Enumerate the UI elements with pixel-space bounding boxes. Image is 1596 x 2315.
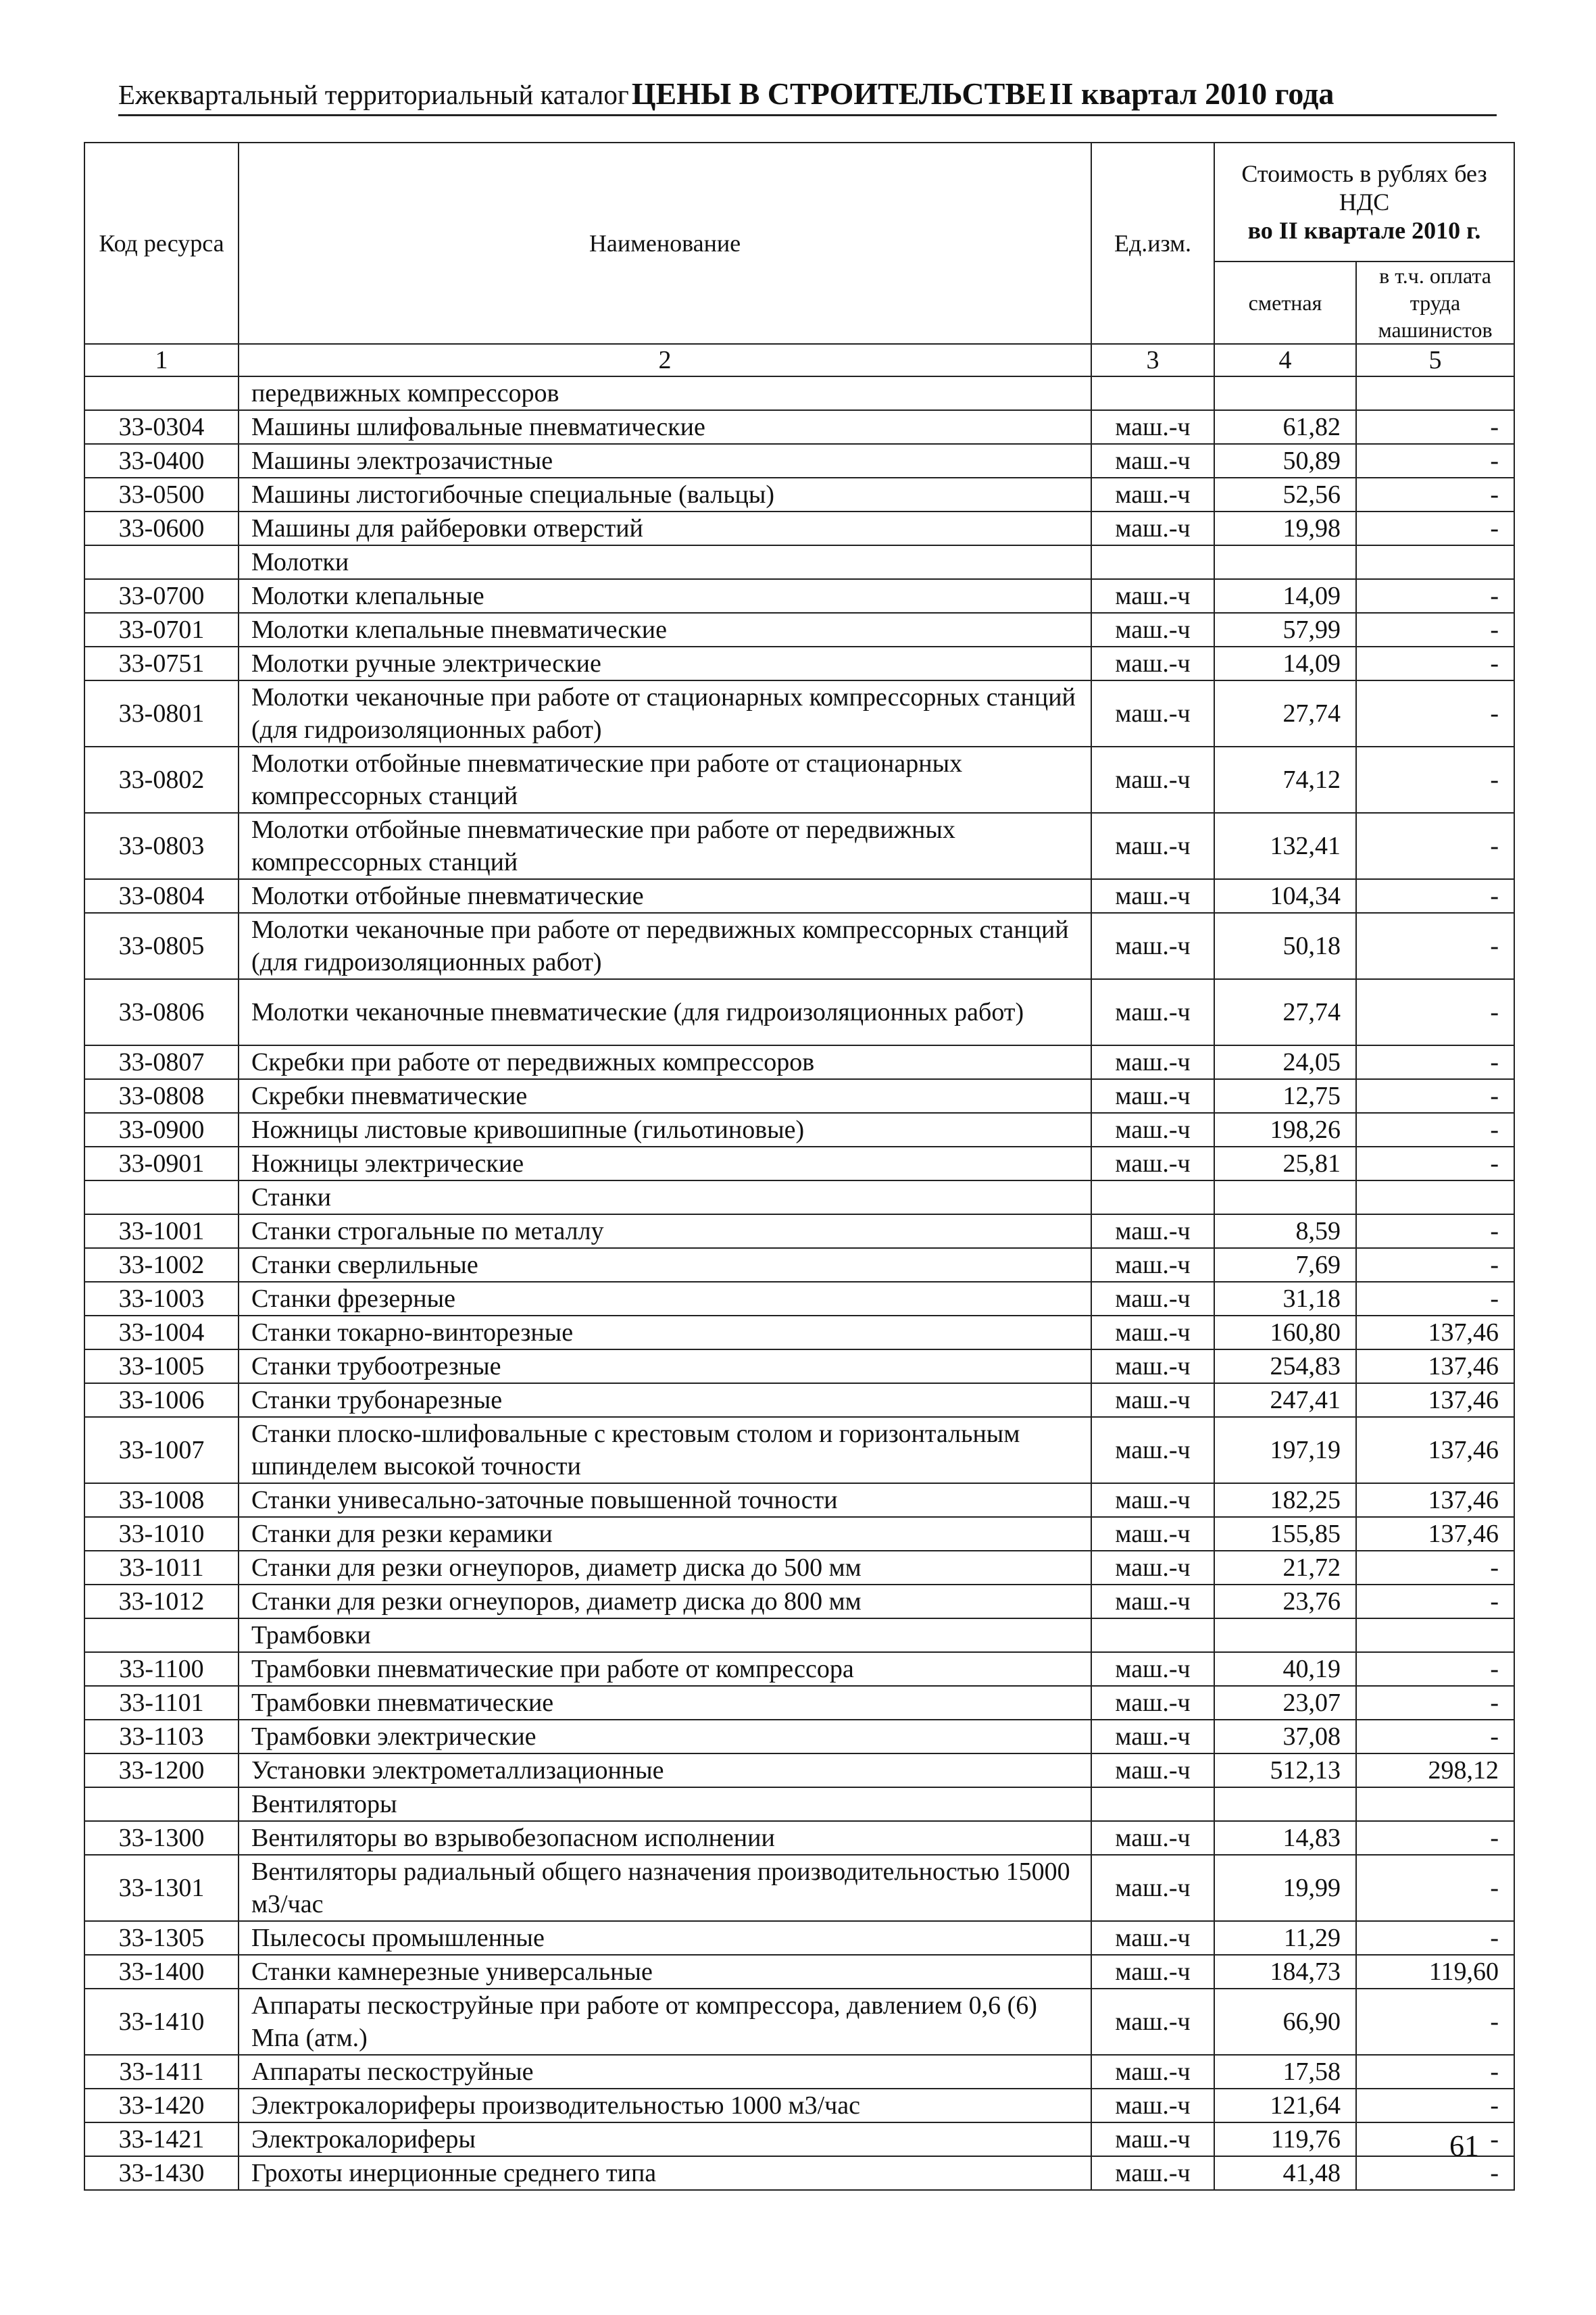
unit-cell: маш.-ч <box>1091 1989 1214 2055</box>
col-header-labor: в т.ч. оплата труда машинистов <box>1356 262 1514 344</box>
resource-code: 33-0701 <box>84 613 239 647</box>
estimate-price: 247,41 <box>1214 1383 1356 1417</box>
unit-cell: маш.-ч <box>1091 1214 1214 1248</box>
resource-code: 33-1305 <box>84 1921 239 1955</box>
estimate-price: 50,89 <box>1214 444 1356 478</box>
table-row <box>84 747 1514 813</box>
estimate-price: 27,74 <box>1214 979 1356 1045</box>
resource-name: Вентиляторы радиальный общего назначения производительностью 15000 м3/час <box>239 1855 1091 1921</box>
labor-cost <box>1356 545 1514 579</box>
col-header-estimate: сметная <box>1214 262 1356 344</box>
resource-name: Станки для резки огнеупоров, диаметр диска до 800 мм <box>239 1585 1091 1618</box>
table-row <box>84 1147 1514 1180</box>
unit-cell: маш.-ч <box>1091 1753 1214 1787</box>
resource-code: 33-1007 <box>84 1417 239 1483</box>
resource-name: Ножницы листовые кривошипные (гильотиновые) <box>239 1113 1091 1147</box>
resource-code: 33-1411 <box>84 2055 239 2089</box>
resource-code: 33-0500 <box>84 478 239 512</box>
resource-name: Вентиляторы <box>239 1787 1091 1821</box>
labor-cost: - <box>1356 1045 1514 1079</box>
table-row <box>84 2156 1514 2190</box>
resource-code <box>84 1787 239 1821</box>
labor-cost: - <box>1356 1079 1514 1113</box>
resource-name: Электрокалориферы <box>239 2122 1091 2156</box>
estimate-price: 25,81 <box>1214 1147 1356 1180</box>
estimate-price: 14,09 <box>1214 579 1356 613</box>
unit-cell: маш.-ч <box>1091 1113 1214 1147</box>
resource-code: 33-0805 <box>84 913 239 979</box>
unit-cell: маш.-ч <box>1091 2089 1214 2122</box>
resource-name: Молотки чеканочные пневматические (для гидроизоляционных работ) <box>239 979 1091 1045</box>
resource-code: 33-1008 <box>84 1483 239 1517</box>
unit-cell <box>1091 1787 1214 1821</box>
resource-code: 33-0806 <box>84 979 239 1045</box>
unit-cell: маш.-ч <box>1091 1383 1214 1417</box>
resource-name: Станки унивесально-заточные повышенной точности <box>239 1483 1091 1517</box>
resource-name: Станки трубоотрезные <box>239 1349 1091 1383</box>
unit-cell: маш.-ч <box>1091 1045 1214 1079</box>
labor-cost: - <box>1356 1282 1514 1316</box>
resource-code: 33-0803 <box>84 813 239 879</box>
labor-cost: - <box>1356 879 1514 913</box>
table-row <box>84 1383 1514 1417</box>
estimate-price: 119,76 <box>1214 2122 1356 2156</box>
resource-name: Трамбовки пневматические при работе от компрессора <box>239 1652 1091 1686</box>
col-number: 4 <box>1214 344 1356 376</box>
col-header-name: Наименование <box>239 143 1091 344</box>
estimate-price: 40,19 <box>1214 1652 1356 1686</box>
resource-name: Аппараты пескоструйные <box>239 2055 1091 2089</box>
labor-cost: - <box>1356 2122 1514 2156</box>
labor-cost: 137,46 <box>1356 1316 1514 1349</box>
resource-name: Станки трубонарезные <box>239 1383 1091 1417</box>
table-row <box>84 512 1514 545</box>
unit-cell: маш.-ч <box>1091 1585 1214 1618</box>
resource-code: 33-1430 <box>84 2156 239 2190</box>
resource-name: Трамбовки <box>239 1618 1091 1652</box>
resource-name: Грохоты инерционные среднего типа <box>239 2156 1091 2190</box>
estimate-price: 74,12 <box>1214 747 1356 813</box>
price-table <box>84 142 1515 2191</box>
resource-code: 33-0700 <box>84 579 239 613</box>
labor-cost: - <box>1356 579 1514 613</box>
unit-cell: маш.-ч <box>1091 1955 1214 1989</box>
estimate-price: 8,59 <box>1214 1214 1356 1248</box>
resource-code: 33-1004 <box>84 1316 239 1349</box>
table-body <box>84 376 1514 2190</box>
resource-name: Машины для райберовки отверстий <box>239 512 1091 545</box>
resource-name: Машины шлифовальные пневматические <box>239 410 1091 444</box>
estimate-price: 23,07 <box>1214 1686 1356 1720</box>
estimate-price: 24,05 <box>1214 1045 1356 1079</box>
unit-cell: маш.-ч <box>1091 647 1214 680</box>
section-row <box>84 376 1514 410</box>
table-row <box>84 1955 1514 1989</box>
resource-name: Станки фрезерные <box>239 1282 1091 1316</box>
labor-cost: - <box>1356 979 1514 1045</box>
resource-code: 33-1410 <box>84 1989 239 2055</box>
estimate-price: 184,73 <box>1214 1955 1356 1989</box>
resource-name: Молотки клепальные пневматические <box>239 613 1091 647</box>
section-row <box>84 1180 1514 1214</box>
labor-cost: - <box>1356 1921 1514 1955</box>
col-number: 2 <box>239 344 1091 376</box>
table-row <box>84 1282 1514 1316</box>
resource-code: 33-0807 <box>84 1045 239 1079</box>
labor-cost: - <box>1356 1248 1514 1282</box>
labor-cost: - <box>1356 1686 1514 1720</box>
resource-code: 33-1300 <box>84 1821 239 1855</box>
unit-cell: маш.-ч <box>1091 579 1214 613</box>
unit-cell: маш.-ч <box>1091 680 1214 747</box>
unit-cell: маш.-ч <box>1091 1079 1214 1113</box>
cost-period: во II квартале 2010 г. <box>1247 217 1481 244</box>
unit-cell: маш.-ч <box>1091 512 1214 545</box>
labor-cost: - <box>1356 1821 1514 1855</box>
resource-code <box>84 545 239 579</box>
resource-code: 33-0802 <box>84 747 239 813</box>
labor-cost: - <box>1356 913 1514 979</box>
labor-cost <box>1356 1618 1514 1652</box>
estimate-price: 57,99 <box>1214 613 1356 647</box>
table-row <box>84 2089 1514 2122</box>
table-row <box>84 1045 1514 1079</box>
resource-name: Пылесосы промышленные <box>239 1921 1091 1955</box>
resource-name: Станки камнерезные универсальные <box>239 1955 1091 1989</box>
resource-name: Электрокалориферы производительностью 1000 м3/час <box>239 2089 1091 2122</box>
resource-name: Станки токарно-винторезные <box>239 1316 1091 1349</box>
resource-name: Станки строгальные по металлу <box>239 1214 1091 1248</box>
table-row <box>84 1248 1514 1282</box>
estimate-price: 160,80 <box>1214 1316 1356 1349</box>
resource-name: Станки <box>239 1180 1091 1214</box>
resource-name: Машины листогибочные специальные (вальцы) <box>239 478 1091 512</box>
table-row <box>84 879 1514 913</box>
resource-code: 33-0801 <box>84 680 239 747</box>
estimate-price: 254,83 <box>1214 1349 1356 1383</box>
col-header-unit: Ед.изм. <box>1091 143 1214 344</box>
table-row <box>84 2055 1514 2089</box>
table-row <box>84 579 1514 613</box>
estimate-price: 19,98 <box>1214 512 1356 545</box>
estimate-price: 17,58 <box>1214 2055 1356 2089</box>
resource-code: 33-0751 <box>84 647 239 680</box>
table-row <box>84 1113 1514 1147</box>
unit-cell: маш.-ч <box>1091 1147 1214 1180</box>
resource-name: Станки сверлильные <box>239 1248 1091 1282</box>
estimate-price: 11,29 <box>1214 1921 1356 1955</box>
table-row <box>84 813 1514 879</box>
estimate-price <box>1214 1787 1356 1821</box>
labor-cost: - <box>1356 813 1514 879</box>
labor-cost: - <box>1356 2089 1514 2122</box>
unit-cell: маш.-ч <box>1091 1720 1214 1753</box>
resource-code: 33-1011 <box>84 1551 239 1585</box>
labor-cost: 137,46 <box>1356 1517 1514 1551</box>
section-row <box>84 1787 1514 1821</box>
estimate-price: 31,18 <box>1214 1282 1356 1316</box>
cost-title: Стоимость в рублях без НДС <box>1241 160 1487 216</box>
page-number: 61 <box>1449 2129 1479 2162</box>
page-header <box>118 76 1497 116</box>
table-row <box>84 647 1514 680</box>
resource-code <box>84 1180 239 1214</box>
labor-cost: 137,46 <box>1356 1383 1514 1417</box>
labor-cost: 137,46 <box>1356 1417 1514 1483</box>
resource-code: 33-1100 <box>84 1652 239 1686</box>
table-row <box>84 1652 1514 1686</box>
table-row <box>84 613 1514 647</box>
resource-code: 33-1101 <box>84 1686 239 1720</box>
resource-name: Молотки отбойные пневматические при работе от стационарных компрессорных станций <box>239 747 1091 813</box>
estimate-price: 197,19 <box>1214 1417 1356 1483</box>
estimate-price: 19,99 <box>1214 1855 1356 1921</box>
table-row <box>84 1821 1514 1855</box>
unit-cell: маш.-ч <box>1091 613 1214 647</box>
estimate-price: 61,82 <box>1214 410 1356 444</box>
table-row <box>84 1349 1514 1383</box>
estimate-price: 23,76 <box>1214 1585 1356 1618</box>
labor-cost: - <box>1356 1720 1514 1753</box>
column-number-row <box>84 344 1514 376</box>
resource-name: Молотки ручные электрические <box>239 647 1091 680</box>
unit-cell: маш.-ч <box>1091 2122 1214 2156</box>
resource-name: Скребки при работе от передвижных компрессоров <box>239 1045 1091 1079</box>
resource-code: 33-1006 <box>84 1383 239 1417</box>
unit-cell: маш.-ч <box>1091 747 1214 813</box>
labor-cost <box>1356 1787 1514 1821</box>
estimate-price: 155,85 <box>1214 1517 1356 1551</box>
labor-cost: - <box>1356 1214 1514 1248</box>
table-row <box>84 1316 1514 1349</box>
resource-name: Молотки <box>239 545 1091 579</box>
resource-code: 33-1005 <box>84 1349 239 1383</box>
estimate-price <box>1214 376 1356 410</box>
unit-cell: маш.-ч <box>1091 2156 1214 2190</box>
labor-cost: - <box>1356 2156 1514 2190</box>
labor-cost: - <box>1356 410 1514 444</box>
resource-name: Трамбовки электрические <box>239 1720 1091 1753</box>
labor-cost: - <box>1356 1585 1514 1618</box>
resource-name: Скребки пневматические <box>239 1079 1091 1113</box>
table-row <box>84 1855 1514 1921</box>
table-head <box>84 143 1514 376</box>
resource-name: Аппараты пескоструйные при работе от компрессора, давлением 0,6 (6) Мпа (атм.) <box>239 1989 1091 2055</box>
resource-name: Машины электрозачистные <box>239 444 1091 478</box>
col-number: 3 <box>1091 344 1214 376</box>
table-row <box>84 1686 1514 1720</box>
unit-cell: маш.-ч <box>1091 1855 1214 1921</box>
estimate-price: 182,25 <box>1214 1483 1356 1517</box>
resource-name: Молотки чеканочные при работе от передвижных компрессорных станций (для гидроизоляционных работ) <box>239 913 1091 979</box>
table-row <box>84 1483 1514 1517</box>
table-row <box>84 1214 1514 1248</box>
unit-cell: маш.-ч <box>1091 913 1214 979</box>
labor-cost: - <box>1356 1989 1514 2055</box>
labor-cost: 119,60 <box>1356 1955 1514 1989</box>
unit-cell: маш.-ч <box>1091 1248 1214 1282</box>
unit-cell: маш.-ч <box>1091 1686 1214 1720</box>
table-row <box>84 1417 1514 1483</box>
unit-cell <box>1091 376 1214 410</box>
unit-cell: маш.-ч <box>1091 879 1214 913</box>
labor-cost: - <box>1356 1551 1514 1585</box>
section-row <box>84 1618 1514 1652</box>
resource-code <box>84 1618 239 1652</box>
resource-name: Молотки отбойные пневматические <box>239 879 1091 913</box>
resource-name: Вентиляторы во взрывобезопасном исполнении <box>239 1821 1091 1855</box>
table-row <box>84 1753 1514 1787</box>
estimate-price: 52,56 <box>1214 478 1356 512</box>
table-row <box>84 1585 1514 1618</box>
resource-code: 33-1103 <box>84 1720 239 1753</box>
resource-code: 33-1002 <box>84 1248 239 1282</box>
estimate-price: 41,48 <box>1214 2156 1356 2190</box>
table-row <box>84 1921 1514 1955</box>
resource-code: 33-0900 <box>84 1113 239 1147</box>
resource-code: 33-1200 <box>84 1753 239 1787</box>
table-row <box>84 979 1514 1045</box>
resource-code: 33-0600 <box>84 512 239 545</box>
resource-name: Ножницы электрические <box>239 1147 1091 1180</box>
labor-cost: - <box>1356 1113 1514 1147</box>
unit-cell: маш.-ч <box>1091 1417 1214 1483</box>
labor-cost: - <box>1356 1652 1514 1686</box>
table-row <box>84 1551 1514 1585</box>
estimate-price: 50,18 <box>1214 913 1356 979</box>
table-row <box>84 2122 1514 2156</box>
estimate-price: 14,09 <box>1214 647 1356 680</box>
unit-cell: маш.-ч <box>1091 1483 1214 1517</box>
unit-cell: маш.-ч <box>1091 410 1214 444</box>
estimate-price <box>1214 545 1356 579</box>
header-period: II квартал 2010 года <box>1049 76 1335 111</box>
unit-cell <box>1091 1180 1214 1214</box>
resource-name: Молотки клепальные <box>239 579 1091 613</box>
table-row <box>84 1079 1514 1113</box>
unit-cell: маш.-ч <box>1091 1349 1214 1383</box>
resource-name: Трамбовки пневматические <box>239 1686 1091 1720</box>
estimate-price: 121,64 <box>1214 2089 1356 2122</box>
estimate-price: 132,41 <box>1214 813 1356 879</box>
resource-name: Молотки отбойные пневматические при работе от передвижных компрессорных станций <box>239 813 1091 879</box>
table-row <box>84 478 1514 512</box>
labor-cost: - <box>1356 512 1514 545</box>
labor-cost: 137,46 <box>1356 1483 1514 1517</box>
labor-cost: - <box>1356 1147 1514 1180</box>
unit-cell: маш.-ч <box>1091 979 1214 1045</box>
col-number: 5 <box>1356 344 1514 376</box>
col-number: 1 <box>84 344 239 376</box>
estimate-price: 66,90 <box>1214 1989 1356 2055</box>
estimate-price: 7,69 <box>1214 1248 1356 1282</box>
resource-code <box>84 376 239 410</box>
estimate-price: 37,08 <box>1214 1720 1356 1753</box>
estimate-price <box>1214 1618 1356 1652</box>
resource-name: Молотки чеканочные при работе от стационарных компрессорных станций (для гидроизоляционных работ) <box>239 680 1091 747</box>
resource-code: 33-1001 <box>84 1214 239 1248</box>
estimate-price: 512,13 <box>1214 1753 1356 1787</box>
unit-cell: маш.-ч <box>1091 1652 1214 1686</box>
unit-cell: маш.-ч <box>1091 1821 1214 1855</box>
estimate-price <box>1214 1180 1356 1214</box>
unit-cell <box>1091 545 1214 579</box>
labor-cost: - <box>1356 444 1514 478</box>
resource-code: 33-0304 <box>84 410 239 444</box>
table-row <box>84 410 1514 444</box>
unit-cell: маш.-ч <box>1091 478 1214 512</box>
header-title: ЦЕНЫ В СТРОИТЕЛЬСТВЕ <box>631 76 1047 111</box>
estimate-price: 14,83 <box>1214 1821 1356 1855</box>
estimate-price: 12,75 <box>1214 1079 1356 1113</box>
resource-code: 33-0400 <box>84 444 239 478</box>
labor-cost: - <box>1356 680 1514 747</box>
resource-name: Станки плоско-шлифовальные с крестовым столом и горизонтальным шпинделем высокой точности <box>239 1417 1091 1483</box>
estimate-price: 27,74 <box>1214 680 1356 747</box>
labor-cost: - <box>1356 647 1514 680</box>
resource-name: передвижных компрессоров <box>239 376 1091 410</box>
resource-code: 33-1012 <box>84 1585 239 1618</box>
labor-cost: - <box>1356 1855 1514 1921</box>
table-row <box>84 1517 1514 1551</box>
labor-cost: 137,46 <box>1356 1349 1514 1383</box>
labor-cost: - <box>1356 2055 1514 2089</box>
unit-cell: маш.-ч <box>1091 1517 1214 1551</box>
resource-code: 33-0901 <box>84 1147 239 1180</box>
table-row <box>84 1720 1514 1753</box>
resource-code: 33-1301 <box>84 1855 239 1921</box>
labor-cost <box>1356 376 1514 410</box>
labor-cost: - <box>1356 613 1514 647</box>
unit-cell <box>1091 1618 1214 1652</box>
unit-cell: маш.-ч <box>1091 1921 1214 1955</box>
unit-cell: маш.-ч <box>1091 1316 1214 1349</box>
table-row <box>84 1989 1514 2055</box>
resource-code: 33-0804 <box>84 879 239 913</box>
col-header-code: Код ресурса <box>84 143 239 344</box>
resource-code: 33-1421 <box>84 2122 239 2156</box>
resource-code: 33-1003 <box>84 1282 239 1316</box>
resource-name: Станки для резки керамики <box>239 1517 1091 1551</box>
resource-name: Установки электрометаллизационные <box>239 1753 1091 1787</box>
resource-code: 33-1400 <box>84 1955 239 1989</box>
unit-cell: маш.-ч <box>1091 1282 1214 1316</box>
table-row <box>84 444 1514 478</box>
unit-cell: маш.-ч <box>1091 444 1214 478</box>
col-header-cost <box>1214 143 1514 262</box>
estimate-price: 104,34 <box>1214 879 1356 913</box>
labor-cost: - <box>1356 478 1514 512</box>
section-row <box>84 545 1514 579</box>
unit-cell: маш.-ч <box>1091 1551 1214 1585</box>
labor-cost: - <box>1356 747 1514 813</box>
labor-cost <box>1356 1180 1514 1214</box>
labor-cost: 298,12 <box>1356 1753 1514 1787</box>
header-catalog-text: Ежеквартальный территориальный каталог <box>118 79 629 110</box>
resource-name: Станки для резки огнеупоров, диаметр диска до 500 мм <box>239 1551 1091 1585</box>
estimate-price: 198,26 <box>1214 1113 1356 1147</box>
resource-code: 33-1420 <box>84 2089 239 2122</box>
resource-code: 33-1010 <box>84 1517 239 1551</box>
table-row <box>84 913 1514 979</box>
unit-cell: маш.-ч <box>1091 813 1214 879</box>
table-row <box>84 680 1514 747</box>
resource-code: 33-0808 <box>84 1079 239 1113</box>
estimate-price: 21,72 <box>1214 1551 1356 1585</box>
unit-cell: маш.-ч <box>1091 2055 1214 2089</box>
